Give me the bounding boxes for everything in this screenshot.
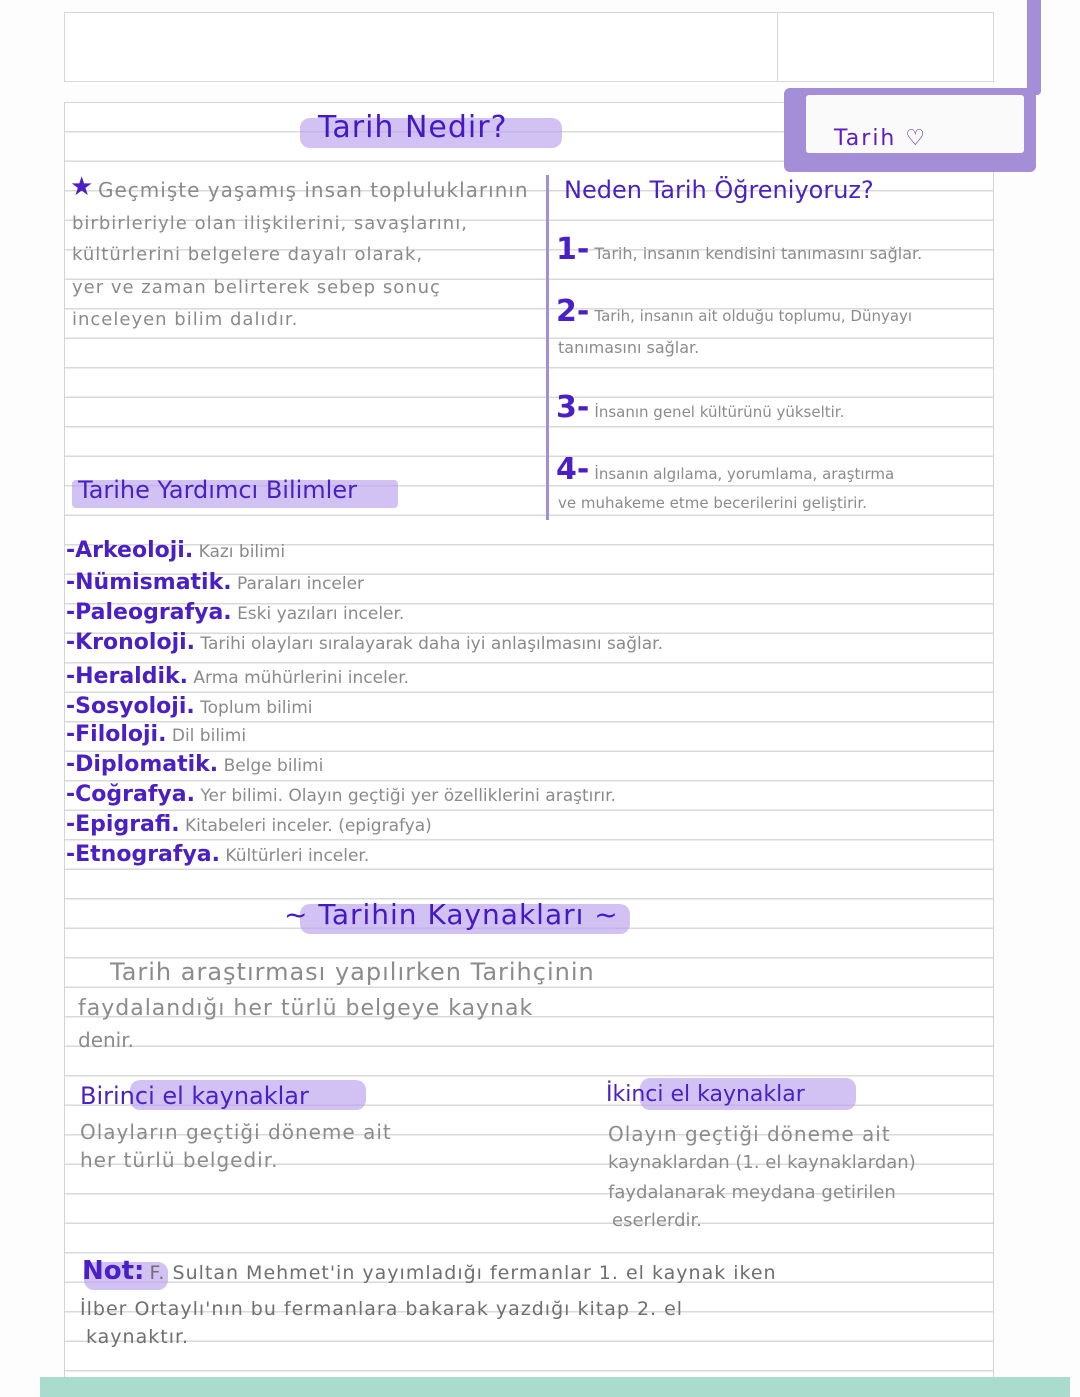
list-item [66, 694, 313, 719]
note-line [82, 1256, 777, 1286]
list-item [66, 812, 432, 837]
why-item-number: 2- [556, 294, 590, 329]
list-term: -Diplomatik. [66, 752, 219, 777]
list-item [66, 722, 246, 747]
primary-heading: Birinci el kaynaklar [80, 1082, 309, 1110]
column-divider [546, 175, 549, 520]
list-item [66, 600, 404, 625]
why-item-text: tanımasını sağlar. [558, 338, 700, 357]
primary-line: Olayların geçtiği döneme ait [80, 1120, 392, 1144]
list-term: -Etnografya. [66, 842, 221, 867]
bottom-strip [40, 1377, 1070, 1397]
sources-line: faydalandığı her türlü belgeye kaynak [78, 996, 534, 1021]
list-term: -Heraldik. [66, 664, 188, 689]
why-heading: Neden Tarih Öğreniyoruz? [564, 176, 874, 204]
why-item-text: Tarih, insanın ait olduğu toplumu, Dünyayı [594, 307, 913, 325]
secondary-line: Olayın geçtiği döneme ait [608, 1122, 891, 1146]
primary-line: her türlü belgedir. [80, 1148, 279, 1172]
list-desc: Kültürleri inceler. [225, 846, 370, 866]
why-item-number: 4- [556, 452, 590, 487]
star-icon: ★ [70, 172, 94, 202]
list-term: -Epigrafi. [66, 812, 180, 837]
list-term: -Nümismatik. [66, 570, 232, 595]
list-item [66, 752, 323, 777]
list-item [66, 664, 409, 689]
why-item [556, 452, 894, 487]
list-term: -Sosyoloji. [66, 694, 195, 719]
secondary-line: eserlerdir. [612, 1210, 702, 1231]
list-desc: Eski yazıları inceler. [237, 604, 405, 624]
why-item-text: İnsanın genel kültürünü yükseltir. [594, 403, 845, 421]
sources-heading: ~ Tarihin Kaynakları ~ [284, 898, 619, 931]
note-text: İlber Ortaylı'nın bu fermanlara bakarak yazdığı kitap 2. el [80, 1298, 684, 1320]
side-tab [1027, 0, 1041, 95]
definition-line: birbirleriyle olan ilişkilerini, savaşlarını, [72, 213, 468, 234]
list-item [66, 630, 663, 655]
list-desc: Arma mühürlerini inceler. [193, 668, 410, 688]
list-desc: Kitabeleri inceler. (epigrafya) [184, 816, 432, 836]
sources-line: Tarih araştırması yapılırken Tarihçinin [110, 958, 595, 986]
header-box [64, 12, 994, 82]
list-desc: Paraları inceler [237, 574, 365, 594]
definition-line: inceleyen bilim dalıdır. [72, 309, 299, 330]
why-item-number: 3- [556, 390, 590, 425]
list-desc: Belge bilimi [223, 756, 324, 776]
why-item-number: 1- [556, 232, 590, 267]
list-item [66, 842, 369, 867]
why-item-text: İnsanın algılama, yorumlama, araştırma [594, 465, 895, 483]
list-desc: Kazı bilimi [198, 542, 286, 562]
definition-line: kültürlerini belgelere dayalı olarak, [72, 244, 424, 265]
note-text: kaynaktır. [86, 1326, 190, 1348]
list-term: -Coğrafya. [66, 782, 195, 807]
note-text: F. Sultan Mehmet'in yayımladığı fermanlar 1. el kaynak iken [149, 1262, 777, 1284]
list-term: -Kronoloji. [66, 630, 196, 655]
definition-line: yer ve zaman belirterek sebep sonuç [72, 277, 441, 298]
tag-label: Tarih ♡ [834, 126, 928, 151]
why-item [556, 390, 844, 425]
list-term: -Paleografya. [66, 600, 232, 625]
list-term: -Filoloji. [66, 722, 167, 747]
why-item-text: Tarih, insanın kendisini tanımasını sağlar. [594, 244, 923, 263]
list-desc: Yer bilimi. Olayın geçtiği yer özelliklerini araştırır. [200, 786, 616, 806]
page-title: Tarih Nedir? [318, 110, 508, 145]
list-item [66, 782, 616, 807]
why-item-text: ve muhakeme etme becerilerini geliştirir. [558, 494, 867, 512]
definition-line: Geçmişte yaşamış insan topluluklarının [98, 178, 529, 202]
list-desc: Toplum bilimi [200, 698, 313, 718]
note-label: Not: [82, 1256, 145, 1286]
secondary-heading: İkinci el kaynaklar [606, 1082, 805, 1107]
sources-line: denir. [78, 1028, 134, 1052]
header-divider [777, 13, 778, 81]
list-term: -Arkeoloji. [66, 538, 194, 563]
why-item [556, 232, 922, 267]
helpers-heading: Tarihe Yardımcı Bilimler [78, 476, 357, 504]
list-item [66, 570, 364, 595]
secondary-line: kaynaklardan (1. el kaynaklardan) [608, 1152, 916, 1173]
why-item [556, 294, 912, 329]
list-desc: Tarihi olayları sıralayarak daha iyi anlaşılmasını sağlar. [200, 634, 663, 654]
secondary-line: faydalanarak meydana getirilen [608, 1182, 896, 1203]
list-desc: Dil bilimi [171, 726, 247, 746]
list-item [66, 538, 285, 563]
